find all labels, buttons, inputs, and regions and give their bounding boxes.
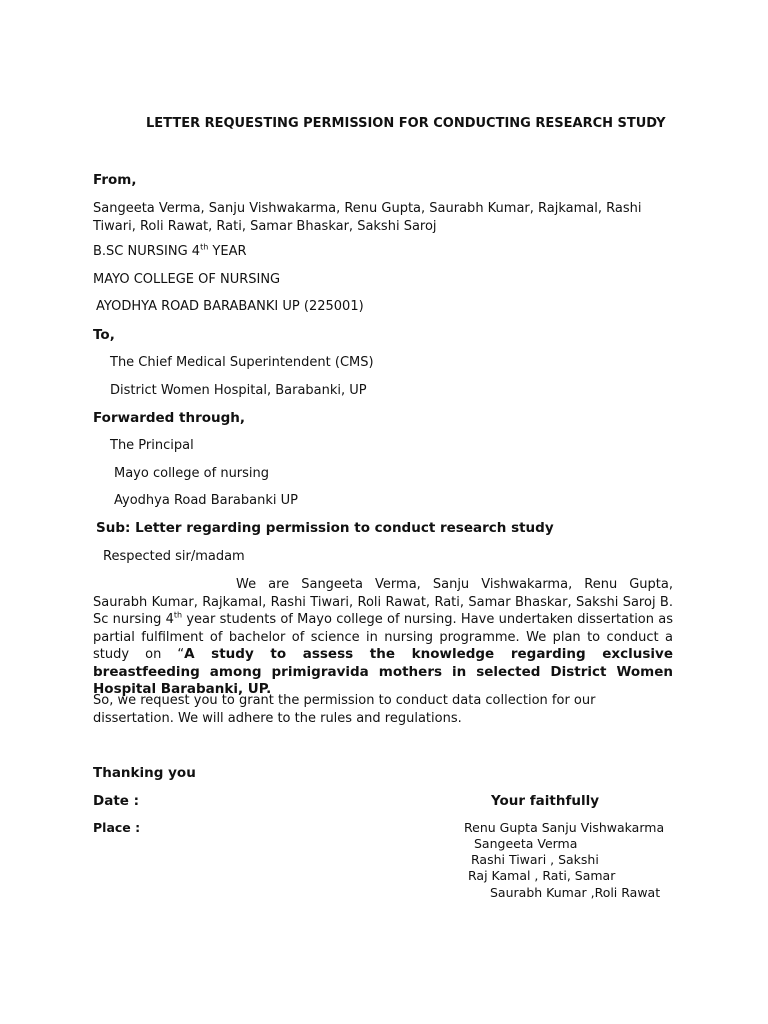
study-title: A study to assess the knowledge regarding exclusive breastfeeding among primigravida mothers in selected District Women Hospital Barabanki, UP. [93,646,674,697]
forwarded-line-2: Mayo college of nursing [114,466,270,481]
letter-title: LETTER REQUESTING PERMISSION FOR CONDUCTING RESEARCH STUDY [146,116,666,131]
forwarded-line-3: Ayodhya Road Barabanki UP [114,493,298,508]
course-superscript: th [200,242,209,252]
to-label: To, [93,327,115,343]
body-superscript: th [173,610,183,620]
recipient-line-2: District Women Hospital, Barabanki, UP [110,383,367,398]
course-text: B.SC NURSING 4 [93,244,201,259]
body-text-2: year students of Mayo college of nursing. Have undertaken dissertation as partial fulfilment of bachelor of science in nursing programme. We plan to conduct a study on “ [93,612,673,662]
from-names: Sangeeta Verma, Sanju Vishwakarma, Renu Gupta, Saurabh Kumar, Rajkamal, Rashi Tiwari, Roli Rawat, Rati, Samar Bhaskar, Sakshi Saroj [93,201,642,234]
faithfully-line: Your faithfully [491,793,599,809]
forwarded-line-1: The Principal [110,438,194,453]
signatory-line: Raj Kamal , Rati, Samar [468,868,616,883]
college-name: MAYO COLLEGE OF NURSING [93,272,281,287]
from-label: From, [93,172,137,188]
request-paragraph: So, we request you to grant the permission to conduct data collection for our dissertation. We will adhere to the rules and regulations. [93,693,596,726]
signatory-line: Rashi Tiwari , Sakshi [471,852,599,867]
signatory-line: Sangeeta Verma [474,836,578,851]
salutation: Respected sir/madam [103,549,245,564]
course-text-suffix: YEAR [208,244,247,259]
signatory-line: Saurabh Kumar ,Roli Rawat [490,885,661,900]
place-label: Place : [93,820,141,835]
subject-line: Sub: Letter regarding permission to conduct research study [96,520,554,536]
body-text-1: We are Sangeeta Verma, Sanju Vishwakarma, Renu Gupta, Saurabh Kumar, Rajkamal, Rashi Tiwari, Roli Rawat, Rati, Samar Bhaskar, Sakshi Saroj B. Sc nursing 4 [93,577,673,627]
date-label: Date : [93,793,140,809]
college-address: AYODHYA ROAD BARABANKI UP (225001) [96,299,364,314]
body-paragraph [93,576,673,699]
thanking-line: Thanking you [93,765,196,781]
signatory-line: Renu Gupta Sanju Vishwakarma [464,820,665,835]
course-line [93,244,247,259]
recipient-line-1: The Chief Medical Superintendent (CMS) [110,355,374,370]
forwarded-label: Forwarded through, [93,410,246,426]
